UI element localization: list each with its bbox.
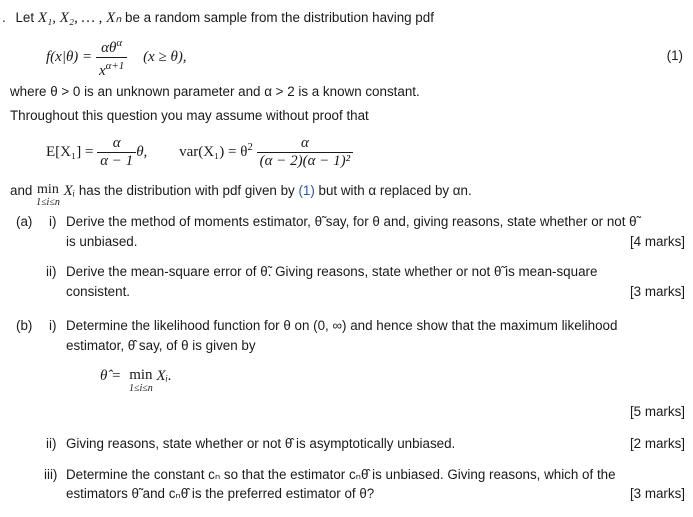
equation-number: (1) — [666, 48, 683, 63]
variance-numerator: α — [257, 136, 353, 153]
bullet: . — [2, 10, 6, 25]
mle-min-subscript: 1≤i≤n — [129, 383, 153, 394]
expectation-numerator: α — [97, 136, 136, 153]
part-a-i-marks: [4 marks] — [629, 234, 685, 249]
part-a-ii-line2: consistent. — [66, 284, 131, 299]
pdf-lhs: f(x|θ) = — [46, 48, 93, 65]
variance-fraction — [257, 136, 353, 169]
part-a-i-line1: Derive the method of moments estimator, θ̃ say, for θ and, giving reasons, state whether or not θ̃ — [66, 214, 637, 229]
moments-equation — [46, 136, 353, 169]
mle-min-word: min — [129, 367, 153, 383]
pdf-denominator-exponent: α+1 — [105, 60, 125, 72]
part-b-iii-label: iii) — [44, 467, 58, 482]
expectation-tail: θ, — [136, 143, 148, 160]
variance-lhs: var(X₁) = θ — [179, 143, 248, 160]
part-b-iii-marks: [3 marks] — [629, 486, 685, 501]
pdf-denominator: x — [98, 63, 106, 79]
expectation-denominator: α − 1 — [100, 153, 134, 169]
min-variable: Xᵢ — [59, 183, 76, 199]
part-a-i-label: i) — [49, 214, 57, 229]
part-b-ii-label: ii) — [46, 436, 57, 451]
pdf-numerator: αθ — [101, 40, 117, 56]
part-b-iii-line1: Determine the constant cₙ so that the estimator cₙθ̂ is unbiased. Giving reasons, which of the — [66, 467, 616, 482]
part-b-i-label: i) — [49, 318, 57, 333]
variance-exponent: 2 — [247, 140, 253, 153]
variance-denominator: (α − 2)(α − 1)² — [259, 153, 351, 169]
expectation-fraction — [97, 136, 136, 169]
mle-variable: Xᵢ. — [156, 368, 172, 384]
pdf-equation — [46, 36, 187, 79]
expectation-lhs: E[X₁] = — [46, 143, 94, 160]
min-line-before: and — [10, 183, 37, 198]
part-b-iii-line2: estimators θ̃ and cₙθ̂ is the preferred estimator of θ? — [66, 486, 375, 501]
min-line — [10, 183, 472, 209]
mle-lhs: θ̂ = — [100, 368, 122, 384]
throughout-line: Throughout this question you may assume without proof that — [10, 108, 369, 123]
mle-min-operator — [129, 368, 153, 396]
part-b-ii-marks: [2 marks] — [629, 436, 685, 451]
pdf-numerator-exponent: α — [116, 37, 123, 49]
part-a-ii-line1: Derive the mean-square error of θ̃. Giving reasons, state whether or not θ̃ is mean-square — [66, 264, 598, 279]
part-a-i-line2: is unbiased. — [66, 234, 138, 249]
min-line-after: but with α replaced by αn. — [314, 183, 472, 198]
intro-text-before: Let — [15, 10, 38, 25]
part-b-ii-line1: Giving reasons, state whether or not θ̂ is asymptotically unbiased. — [66, 436, 456, 451]
intro-line — [2, 8, 434, 27]
min-subscript: 1≤i≤n — [36, 197, 60, 208]
part-b-label: (b) — [16, 318, 33, 333]
pdf-fraction — [96, 36, 127, 79]
equation-reference: (1) — [298, 183, 315, 198]
part-b-i-marks: [5 marks] — [629, 404, 685, 419]
part-b-i-line1: Determine the likelihood function for θ on (0, ∞) and hence show that the maximum likelihood — [66, 318, 618, 333]
min-operator — [36, 183, 60, 209]
part-b-i-line2: estimator, θ̂ say, of θ is given by — [66, 338, 256, 353]
part-a-ii-marks: [3 marks] — [629, 284, 685, 299]
min-word: min — [37, 182, 59, 197]
part-a-ii-label: ii) — [46, 264, 57, 279]
pdf-condition: (x ≥ θ), — [143, 48, 187, 65]
intro-text-after: be a random sample from the distribution having pdf — [121, 10, 434, 25]
part-a-label: (a) — [16, 214, 33, 229]
where-line: where θ > 0 is an unknown parameter and α > 2 is a known constant. — [10, 84, 420, 99]
sample-variables: X₁, X₂, … , Xₙ — [37, 10, 122, 26]
mle-equation — [100, 368, 172, 396]
min-line-middle: has the distribution with pdf given by — [75, 183, 299, 198]
